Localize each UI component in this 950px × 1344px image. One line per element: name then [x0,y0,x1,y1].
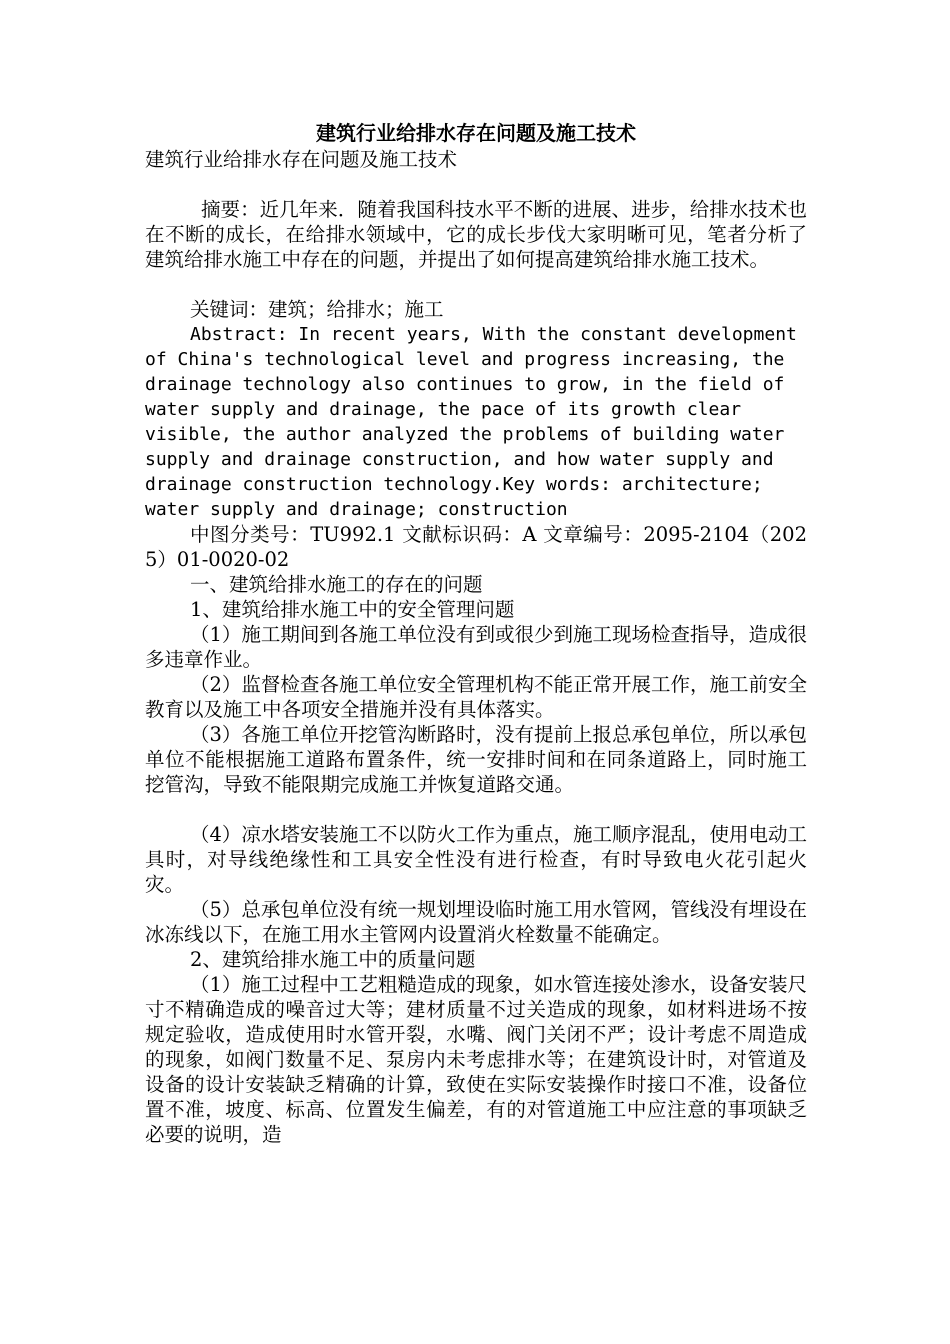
section-heading-1: 一、建筑给排水施工的存在的问题 [190,573,483,596]
abstract-english: Abstract: In recent years, With the constant development of China's technological level and progress increasing, the drainage technology also continues to grow, in the field of water supply and drainage, the pace of its growth clear visible, the author analyzed the problems of building water supply and drainage construction, and how water supply and drainage construction technology.Key words: architecture; water supply and drainage; construction [145,324,797,520]
document-subtitle: 建筑行业给排水存在问题及施工技术 [145,148,458,171]
abstract-chinese: 摘要：近几年来．随着我国科技水平不断的进展、进步，给排水技术也在不断的成长，在给排水领域中，它的成长步伐大家明晰可见，笔者分析了建筑给排水施工中存在的问题，并提出了如何提高建筑给排水施工技术。 [145,198,807,271]
document-title: 建筑行业给排水存在问题及施工技术 [316,121,636,145]
document-page [145,120,807,1147]
paragraph-item-2: （2）监督检查各施工单位安全管理机构不能正常开展工作，施工前安全教育以及施工中各项安全措施并没有具体落实。 [145,673,807,721]
spacer [145,797,807,822]
classification-line: 中图分类号：TU992.1 文献标识码：A 文章编号：2095-2104（2025）01-0020-02 [145,523,807,571]
keywords-chinese: 关键词：建筑；给排水；施工 [190,298,444,321]
spacer [145,272,807,297]
spacer [145,172,807,197]
paragraph-item-3: （3）各施工单位开挖管沟断路时，没有提前上报总承包单位，所以承包单位不能根据施工道路布置条件，统一安排时间和在同条道路上，同时施工挖管沟，导致不能限期完成施工并恢复道路交通。 [145,723,807,796]
paragraph-item-5: （5）总承包单位没有统一规划埋设临时施工用水管网，管线没有埋设在冰冻线以下，在施工用水主管网内设置消火栓数量不能确定。 [145,898,807,946]
subsection-heading-2: 2、建筑给排水施工中的质量问题 [190,948,476,971]
paragraph-item-4: （4）凉水塔安装施工不以防火工作为重点，施工顺序混乱，使用电动工具时，对导线绝缘性和工具安全性没有进行检查，有时导致电火花引起火灾。 [145,823,807,896]
paragraph-item-6: （1）施工过程中工艺粗糙造成的现象，如水管连接处渗水，设备安装尺寸不精确造成的噪音过大等；建材质量不过关造成的现象，如材料进场不按规定验收，造成使用时水管开裂，水嘴、阀门关闭不严；设计考虑不周造成的现象，如阀门数量不足、泵房内未考虑排水等；在建筑设计时，对管道及设备的设计安装缺乏精确的计算，致使在实际安装操作时接口不准，设备位置不准，坡度、标高、位置发生偏差，有的对管道施工中应注意的事项缺乏必要的说明，造 [145,973,807,1146]
paragraph-item-1: （1）施工期间到各施工单位没有到或很少到施工现场检查指导，造成很多违章作业。 [145,623,807,671]
subsection-heading-1: 1、建筑给排水施工中的安全管理问题 [190,598,515,621]
